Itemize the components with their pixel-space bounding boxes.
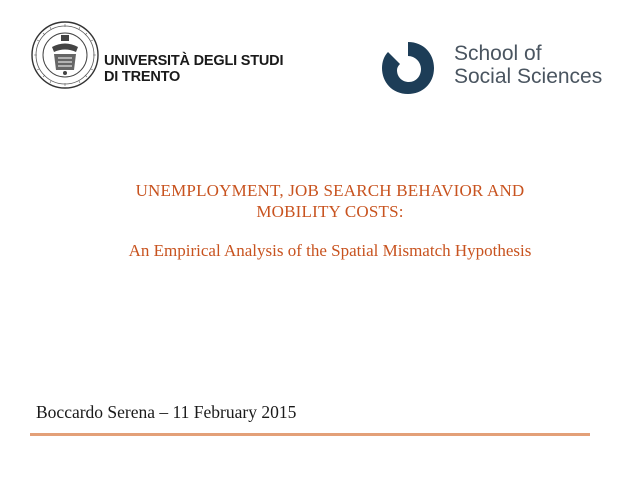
- school-logo: [380, 40, 620, 100]
- university-name-line1: UNIVERSITÀ DEGLI STUDI: [104, 53, 284, 69]
- school-name-line1: School of: [454, 42, 542, 65]
- title-line-1: UNEMPLOYMENT, JOB SEARCH BEHAVIOR AND: [135, 181, 525, 200]
- university-name-line2: DI TRENTO: [104, 69, 181, 85]
- university-name: [104, 53, 283, 85]
- school-name: [454, 42, 602, 88]
- author-date: Boccardo Serena – 11 February 2015: [36, 402, 297, 422]
- university-logo: [30, 20, 330, 96]
- title-block: [60, 180, 600, 261]
- title-line-2: MOBILITY COSTS:: [256, 202, 404, 221]
- subtitle: An Empirical Analysis of the Spatial Mismatch Hypothesis: [128, 241, 532, 260]
- school-name-line2: Social Sciences: [454, 65, 603, 88]
- footer-divider: [30, 433, 590, 436]
- spiral-shell-icon: [380, 40, 436, 96]
- university-seal-icon: [30, 20, 100, 90]
